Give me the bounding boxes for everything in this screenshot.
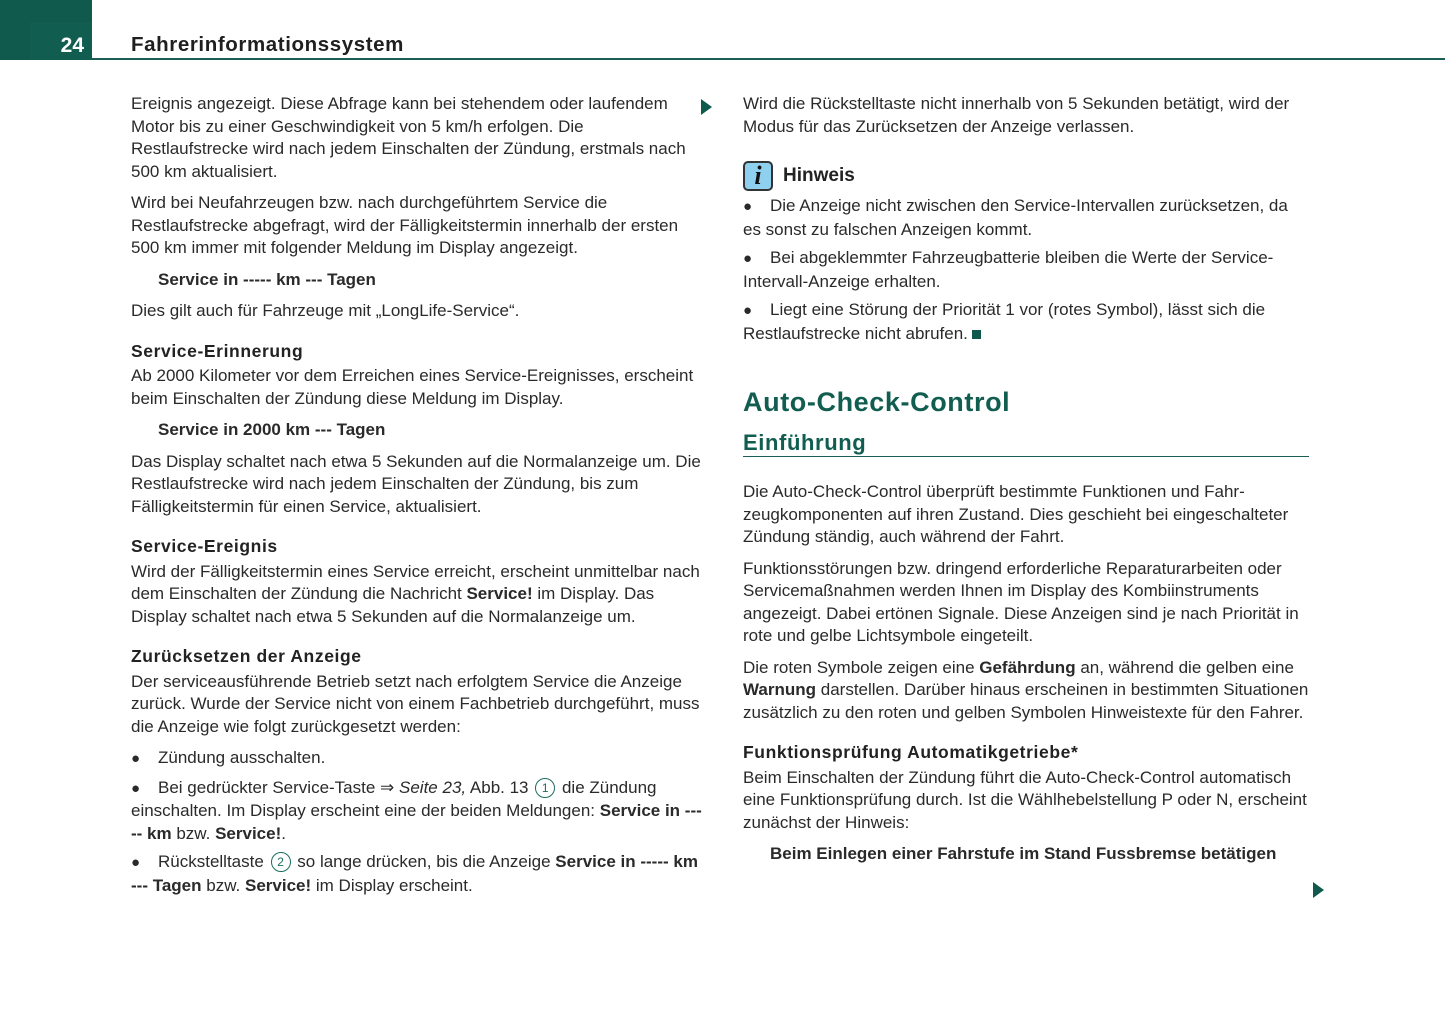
paragraph: Die Auto-Check-Control überprüft bestimmte Funktionen und Fahrzeugkomponenten auf ihren Zustand. Dies geschieht bei eingeschalteter Zündung ständig, auch während der Fahrt. bbox=[743, 482, 1289, 546]
paragraph: Ereignis angezeigt. Diese Abfrage kann bei stehendem oder laufendem Motor bis zu einer Geschwindigkeit von 5 km/h erfolgen. Die Restlaufstrecke wird nach jedem Einschalten der Zündung, erstmals nach 500 km aktualisiert. bbox=[131, 94, 686, 181]
text: Liegt eine Störung der Priorität 1 vor (rotes Symbol), lässt sich die Restlaufstrecke nicht abrufen. bbox=[743, 300, 1266, 343]
paragraph: Das Display schaltet nach etwa 5 Sekunden auf die Normalanzeige um. Die Restlaufstrecke wird nach jedem Einschalten der Zündung, bis zum Fälligkeitstermin für einen Service, aktualisiert. bbox=[131, 451, 701, 516]
text: die Zündung einschalten. Im Display erscheint eine der beiden Meldungen: bbox=[131, 777, 657, 820]
bullet-icon: ● bbox=[743, 302, 753, 319]
note-item bbox=[743, 299, 1309, 345]
text: im Display. Das Display schaltet nach etwa 5 Sekunden auf die Normalanzeige um. bbox=[131, 584, 655, 626]
bold-text: Service in ----- km --- Tagen bbox=[131, 852, 698, 895]
paragraph: Ab 2000 Kilometer vor dem Erreichen eines Service-Ereignisses, erscheint beim Einschalten der Zündung diese Meldung im Display. bbox=[131, 366, 694, 408]
text: Zündung ausschalten. bbox=[158, 748, 326, 767]
note-item bbox=[743, 247, 1309, 293]
text: Abb. 13 bbox=[466, 777, 534, 797]
subsection-title: Einführung bbox=[743, 432, 1309, 458]
right-column bbox=[743, 93, 1309, 875]
display-message: Service in ----- km --- Tagen bbox=[158, 269, 376, 289]
bold-text: Warnung bbox=[743, 680, 817, 699]
display-message: Beim Einlegen einer Fahrstufe im Stand Fussbremse betätigen bbox=[770, 844, 1277, 863]
bold-text: Gefährdung bbox=[979, 657, 1076, 677]
end-of-section-icon bbox=[972, 330, 981, 339]
note-title: Hinweis bbox=[783, 164, 855, 186]
note-header bbox=[743, 161, 1309, 191]
info-icon: i bbox=[743, 161, 773, 191]
bullet-icon: ● bbox=[743, 198, 753, 215]
heading-funktionspruefung: Funktionsprüfung Automatikgetriebe* bbox=[743, 742, 1079, 762]
text: im Display erscheint. bbox=[311, 875, 473, 895]
text: Die Anzeige nicht zwischen den Service-Intervallen zurücksetzen, da es sonst zu falschen Anzeigen kommt. bbox=[743, 196, 1288, 239]
page-reference-link[interactable]: Seite 23, bbox=[399, 777, 467, 797]
paragraph: Der serviceausführende Betrieb setzt nach erfolgtem Service die Anzeige zurück. Wurde der Service nicht von einem Fachbetrieb durchgeführt, muss die Anzeige wie folgt zurückgesetzt werden: bbox=[131, 671, 700, 736]
text: an, während die gelben eine bbox=[1075, 657, 1294, 677]
text: . bbox=[281, 823, 286, 843]
heading-service-ereignis: Service-Ereignis bbox=[131, 536, 278, 556]
bullet-icon: ● bbox=[131, 750, 141, 767]
continue-arrow-icon bbox=[1313, 882, 1324, 898]
paragraph: Wird die Rückstelltaste nicht innerhalb von 5 Sekunden betätigt, wird der Modus für das Zurücksetzen der Anzeige verlassen. bbox=[743, 94, 1290, 136]
chapter-title: Fahrerinformationssystem bbox=[131, 33, 405, 56]
bullet-icon: ● bbox=[131, 779, 141, 797]
paragraph: Dies gilt auch für Fahrzeuge mit „LongLife-Service“. bbox=[131, 301, 520, 320]
section-title: Auto-Check-Control bbox=[743, 387, 1011, 417]
bold-text: Service! bbox=[244, 875, 312, 895]
page-number: 24 bbox=[60, 34, 84, 57]
list-item bbox=[131, 851, 703, 897]
bold-text: Service! bbox=[466, 584, 533, 603]
display-message: Service in 2000 km --- Tagen bbox=[158, 420, 386, 439]
note-item bbox=[743, 195, 1309, 241]
heading-service-erinnerung: Service-Erinnerung bbox=[131, 340, 304, 361]
text: bzw. bbox=[171, 823, 216, 843]
heading-zuruecksetzen: Zurücksetzen der Anzeige bbox=[131, 646, 362, 666]
page-number-tab bbox=[0, 0, 92, 60]
bold-text: Service! bbox=[215, 823, 282, 843]
bullet-icon: ● bbox=[131, 854, 141, 871]
text: Bei abgeklemmter Fahrzeugbatterie bleiben die Werte der Service-Intervall-Anzeige erhalten. bbox=[743, 248, 1274, 291]
paragraph: Wird bei Neufahrzeugen bzw. nach durchgeführtem Service die Restlaufstrecke abgefragt, wird der Fälligkeitstermin innerhalb der ersten 500 km immer mit folgender Meldung im Display angezeigt. bbox=[131, 193, 679, 257]
text: bzw. bbox=[201, 875, 245, 895]
text: so lange drücken, bis die Anzeige bbox=[292, 852, 556, 871]
paragraph bbox=[131, 561, 703, 629]
list-item bbox=[131, 777, 703, 846]
left-column bbox=[131, 93, 703, 903]
text: Rückstelltaste bbox=[158, 852, 269, 871]
callout-number-icon: 1 bbox=[535, 778, 555, 798]
list-item bbox=[131, 747, 703, 771]
bullet-icon: ● bbox=[743, 250, 753, 267]
text: Die roten Symbole zeigen eine bbox=[743, 657, 980, 677]
paragraph bbox=[743, 657, 1309, 725]
bold-text: Service in ----- km bbox=[131, 801, 702, 843]
text: Wird der Fälligkeitstermin eines Service erreicht, erscheint unmittelbar nach dem Einschalten der Zündung die Nachricht bbox=[131, 561, 700, 603]
paragraph: Beim Einschalten der Zündung führt die Auto-Check-Control automatisch eine Funktionsprüfung durch. Ist die Wählhebelstellung P oder N, erscheint zunächst der Hinweis: bbox=[743, 767, 1307, 832]
header-rule bbox=[92, 58, 1445, 60]
text: Bei gedrückter Service-Taste ⇒ bbox=[158, 777, 400, 797]
callout-number-icon: 2 bbox=[271, 852, 291, 872]
paragraph: Funktionsstörungen bzw. dringend erforderliche Reparaturarbeiten oder Servicemaßnahmen werden Ihnen im Display des Kombiinstruments angezeigt. Dabei ertönen Signale. Diese Anzeigen sind je nach Priorität in rote und gelbe Lichtsymbole eingeteilt. bbox=[743, 558, 1299, 645]
text: darstellen. Darüber hinaus erscheinen in bestimmten Situationen zusätzlich zu den roten und gelben Symbolen Hinweistexte für den Fahrer. bbox=[743, 680, 1309, 722]
